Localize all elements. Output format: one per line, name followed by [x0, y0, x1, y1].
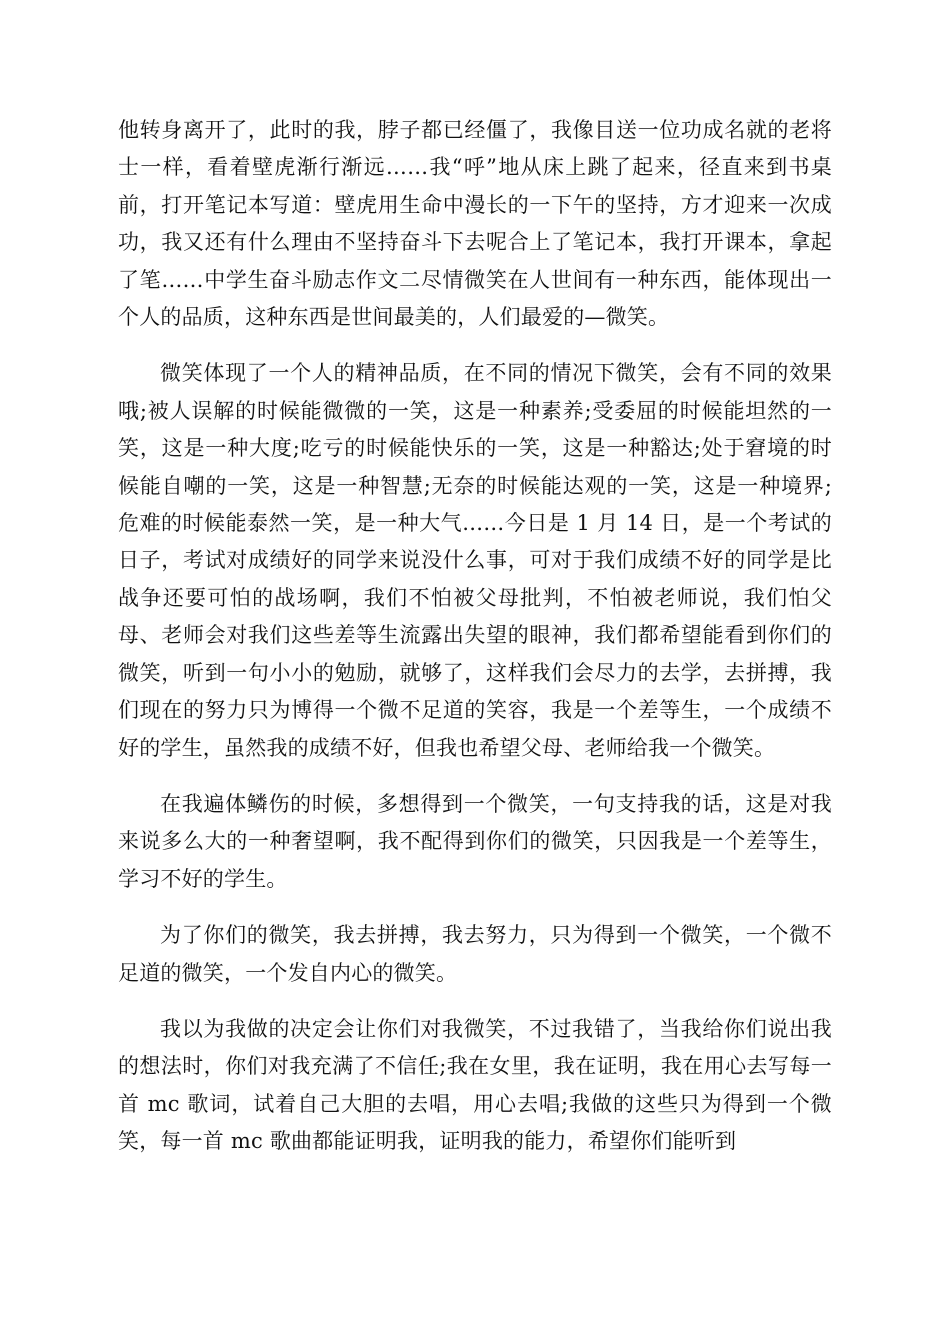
paragraph-1: 他转身离开了，此时的我，脖子都已经僵了，我像目送一位功成名就的老将士一样，看着壁虎渐行渐远……我“呼”地从床上跳了起来，径直来到书桌前，打开笔记本写道：壁虎用生命中漫长的一下午的坚持，方才迎来一次成功，我又还有什么理由不坚持奋斗下去呢合上了笔记本，我打开课本，拿起了笔……中学生奋斗励志作文二尽情微笑在人世间有一种东西，能体现出一个人的品质，这种东西是世间最美的，人们最爱的—微笑。: [118, 118, 832, 330]
paragraph-5: 我以为我做的决定会让你们对我微笑，不过我错了，当我给你们说出我的想法时，你们对我充满了不信任;我在女里，我在证明，我在用心去写每一首 mc 歌词，试着自己大胆的去唱，用心去唱;我做的这些只为得到一个微笑，每一首 mc 歌曲都能证明我，证明我的能力，希望你们能听到: [118, 1016, 832, 1154]
document-page: [118, 112, 832, 1180]
paragraph-4: 为了你们的微笑，我去拼搏，我去努力，只为得到一个微笑，一个微不足道的微笑，一个发自内心的微笑。: [118, 923, 832, 985]
paragraph-2: 微笑体现了一个人的精神品质，在不同的情况下微笑，会有不同的效果哦;被人误解的时候能微微的一笑，这是一种素养;受委屈的时候能坦然的一笑，这是一种大度;吃亏的时候能快乐的一笑，这是一种豁达;处于窘境的时候能自嘲的一笑，这是一种智慧;无奈的时候能达观的一笑，这是一种境界;危难的时候能泰然一笑，是一种大气……今日是 1 月 14 日，是一个考试的日子，考试对成绩好的同学来说没什么事，可对于我们成绩不好的同学是比战争还要可怕的战场啊，我们不怕被父母批判，不怕被老师说，我们怕父母、老师会对我们这些差等生流露出失望的眼神，我们都希望能看到你们的微笑，听到一句小小的勉励，就够了，这样我们会尽力的去学，去拼搏，我们现在的努力只为博得一个微不足道的笑容，我是一个差等生，一个成绩不好的学生，虽然我的成绩不好，但我也希望父母、老师给我一个微笑。: [118, 361, 832, 760]
paragraph-3: 在我遍体鳞伤的时候，多想得到一个微笑，一句支持我的话，这是对我来说多么大的一种奢望啊，我不配得到你们的微笑，只因我是一个差等生，学习不好的学生。: [118, 791, 832, 891]
